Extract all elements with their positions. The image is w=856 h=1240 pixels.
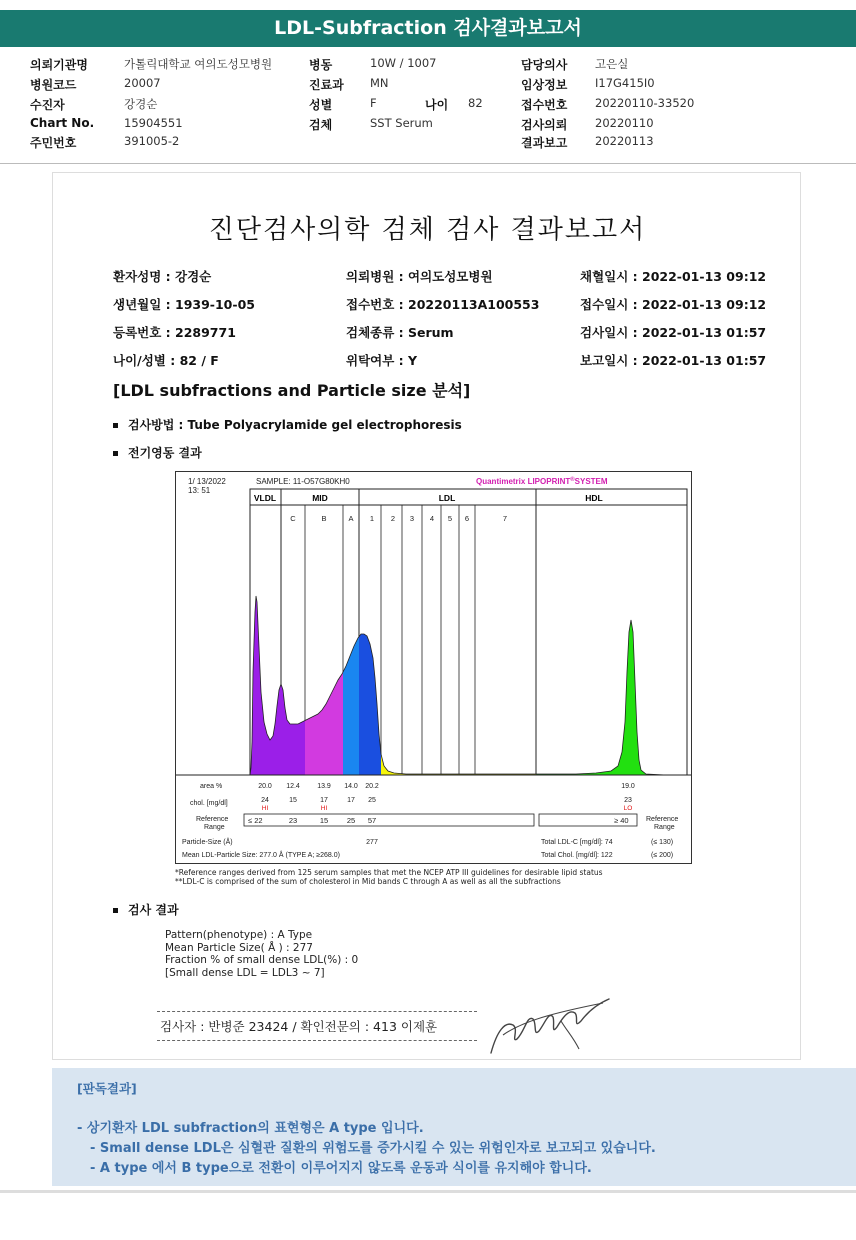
chol-vldl: 24 (261, 797, 269, 804)
area-ldl1: 20.2 (365, 783, 379, 790)
ref-ldl: 57 (367, 816, 377, 825)
reference-notes (175, 868, 603, 886)
chol-mid-c: 15 (289, 797, 297, 804)
value-age: 82 (468, 96, 483, 110)
section-title: [LDL subfractions and Particle size 분석] (113, 381, 471, 400)
band-label-3: 3 (409, 514, 415, 523)
age-sex: 나이/성별 : 82 / F (113, 353, 219, 368)
result-block (165, 929, 358, 979)
signature-block (157, 1011, 477, 1041)
value-chart-no: 15904551 (124, 116, 183, 130)
test-time: 검사일시 : 2022-01-13 01:57 (580, 325, 767, 340)
value-test-request: 20220110 (595, 116, 654, 130)
area-hdl: 19.0 (621, 783, 635, 790)
bullet-icon (113, 908, 118, 913)
method-item (113, 416, 462, 433)
ref-mid-c: 23 (288, 816, 298, 825)
birth-date: 생년월일 : 1939-10-05 (113, 297, 255, 312)
patient-name: 환자성명 : 강경순 (113, 269, 212, 284)
document-title: 진단검사의학 검체 검사 결과보고서 (208, 215, 647, 245)
label-sex: 성별 (309, 98, 333, 112)
bullet-icon (113, 423, 118, 428)
result-heading: 검사 결과 (128, 903, 179, 917)
lipoprint-chart (175, 471, 692, 864)
flag-vldl: HI (261, 805, 269, 812)
value-department: MN (370, 76, 389, 90)
ref-mid-a: 25 (346, 816, 356, 825)
band-label-a: A (348, 514, 354, 523)
band-label-5: 5 (447, 514, 453, 523)
note-line-2: **LDL-C is comprised of the sum of cholesterol in Mid bands C through A as well as all the subfractions (175, 877, 561, 886)
electrophoresis-text: 전기영동 결과 (128, 446, 202, 460)
value-patient: 강경순 (124, 97, 158, 111)
lab-report-document (52, 172, 801, 1060)
signature-text: 검사자 : 반병준 23424 / 확인전문의 : 413 이제훈 (160, 1019, 438, 1034)
interpretation-title: [판독결과] (77, 1081, 137, 1096)
value-specimen: SST Serum (370, 116, 433, 130)
particle-size-value: 277 (366, 839, 378, 846)
outsourced-flag: 위탁여부 : Y (346, 353, 418, 368)
interpretation-line-1: - 상기환자 LDL subfraction의 표현형은 A type 입니다. (77, 1121, 424, 1136)
chol-mid-a: 17 (347, 797, 355, 804)
chart-brand: Quantimetrix LIPOPRINT®SYSTEM (476, 477, 608, 486)
value-doctor: 고은실 (595, 57, 629, 71)
row-label-ref-2: Range (204, 824, 225, 831)
label-ward: 병동 (309, 58, 333, 72)
value-receipt-no: 20220110-33520 (595, 96, 695, 110)
report-title-bar: LDL-Subfraction 검사결과보고서 (0, 10, 856, 47)
label-age: 나이 (425, 98, 449, 112)
band-label-4: 4 (429, 514, 435, 523)
band-label-2: 2 (390, 514, 396, 523)
label-resident-no: 주민번호 (30, 136, 77, 150)
group-label-mid: MID (312, 493, 328, 503)
label-hospital-code: 병원코드 (30, 78, 77, 92)
chart-sample: SAMPLE: 11-O57G80KH0 (256, 477, 350, 486)
collection-time: 채혈일시 : 2022-01-13 09:12 (580, 269, 767, 284)
label-patient: 수진자 (30, 98, 65, 112)
value-institution: 가톨릭대학교 여의도성모병원 (124, 57, 273, 71)
row-label-area: area % (200, 783, 223, 790)
row-label-ref-right-1: Reference (646, 816, 679, 823)
value-resident-no: 391005-2 (124, 134, 180, 148)
chart-date: 1/ 13/2022 (188, 477, 226, 486)
flag-hdl: LO (623, 805, 633, 812)
band-label-1: 1 (369, 514, 375, 523)
row-label-chol: chol. [mg/dl] (190, 800, 228, 807)
value-hospital-code: 20007 (124, 76, 161, 90)
area-mid-b: 13.9 (317, 783, 331, 790)
result-pattern: Pattern(phenotype) : A Type (165, 929, 313, 941)
mean-size-text: Mean LDL-Particle Size: 277.0 Å (TYPE A; ≥268.0) (182, 852, 340, 859)
chol-ldl1: 25 (368, 797, 376, 804)
report-time: 보고일시 : 2022-01-13 01:57 (580, 353, 767, 368)
result-small-dense-fraction: Fraction % of small dense LDL(%) : 0 (165, 954, 359, 966)
band-label-c: C (290, 514, 296, 523)
label-doctor: 담당의사 (521, 58, 568, 72)
result-heading-item (113, 901, 179, 918)
chol-hdl: 23 (624, 797, 632, 804)
label-institution: 의뢰기관명 (30, 58, 88, 72)
total-ldl-ref: (≤ 130) (651, 839, 674, 846)
electrophoresis-item (113, 444, 202, 461)
chol-mid-b: 17 (320, 797, 328, 804)
interpretation-line-3: - A type 에서 B type으로 전환이 이루어지지 않도록 운동과 식이를 유지해야 합니다. (90, 1161, 592, 1176)
note-line-1: *Reference ranges derived from 125 serum samples that met the NCEP ATP III guidelines for desirable lipid status (175, 868, 603, 877)
label-receipt-no: 접수번호 (521, 98, 568, 112)
label-department: 진료과 (309, 78, 344, 92)
group-label-hdl: HDL (585, 493, 603, 503)
trace-fills (250, 596, 687, 775)
value-clinical-info: I17G415I0 (595, 76, 655, 90)
area-mid-c: 12.4 (286, 783, 300, 790)
area-mid-a: 14.0 (344, 783, 358, 790)
lipoprint-svg (176, 472, 691, 863)
label-clinical-info: 임상정보 (521, 78, 568, 92)
group-label-ldl: LDL (438, 493, 456, 503)
requesting-hospital: 의뢰병원 : 여의도성모병원 (346, 269, 493, 284)
ref-hdl: ≥ 40 (614, 816, 629, 825)
particle-size-label: Particle-Size (Å) (182, 839, 233, 846)
handwritten-signature (483, 991, 613, 1061)
bullet-icon (113, 451, 118, 456)
area-vldl: 20.0 (258, 783, 272, 790)
result-small-dense-definition: [Small dense LDL = LDL3 ~ 7] (165, 966, 325, 979)
row-label-ref-1: Reference (196, 816, 229, 823)
page-bottom-rule (0, 1190, 856, 1193)
specimen-type: 검체종류 : Serum (346, 325, 454, 340)
chart-time: 13: 51 (188, 486, 211, 495)
accession-number: 접수번호 : 20220113A100553 (346, 297, 540, 312)
band-label-6: 6 (464, 514, 470, 523)
value-result-report: 20220113 (595, 134, 654, 148)
flag-mid-b: HI (320, 805, 328, 812)
ref-vldl: ≤ 22 (248, 816, 263, 825)
method-text: 검사방법 : Tube Polyacrylamide gel electrophoresis (128, 418, 462, 432)
signature-dash-bottom (157, 1040, 477, 1041)
label-specimen: 검체 (309, 118, 333, 132)
total-ldl-text: Total LDL-C [mg/dl]: 74 (541, 839, 613, 846)
value-ward: 10W / 1007 (370, 56, 437, 70)
registration-number: 등록번호 : 2289771 (113, 325, 236, 340)
interpretation-panel (52, 1068, 856, 1186)
row-label-ref-right-2: Range (654, 824, 675, 831)
group-label-vldl: VLDL (253, 493, 277, 503)
ref-mid-b: 15 (319, 816, 329, 825)
request-info-header (0, 52, 856, 164)
interpretation-line-2: - Small dense LDL은 심혈관 질환의 위험도를 증가시킬 수 있는 위험인자로 보고되고 있습니다. (90, 1141, 656, 1156)
ref-box-left (244, 814, 534, 826)
fill-mid-c (250, 596, 687, 775)
label-test-request: 검사의뢰 (521, 118, 568, 132)
band-label-7: 7 (502, 514, 508, 523)
band-label-b: B (321, 514, 327, 523)
value-sex: F (370, 96, 377, 110)
label-chart-no: Chart No. (30, 116, 95, 130)
total-chol-text: Total Chol. [mg/dl]: 122 (541, 852, 613, 859)
receipt-time: 접수일시 : 2022-01-13 09:12 (580, 297, 767, 312)
result-mean-size: Mean Particle Size( Å ) : 277 (165, 941, 313, 954)
total-chol-ref: (≤ 200) (651, 852, 674, 859)
label-result-report: 결과보고 (521, 136, 568, 150)
